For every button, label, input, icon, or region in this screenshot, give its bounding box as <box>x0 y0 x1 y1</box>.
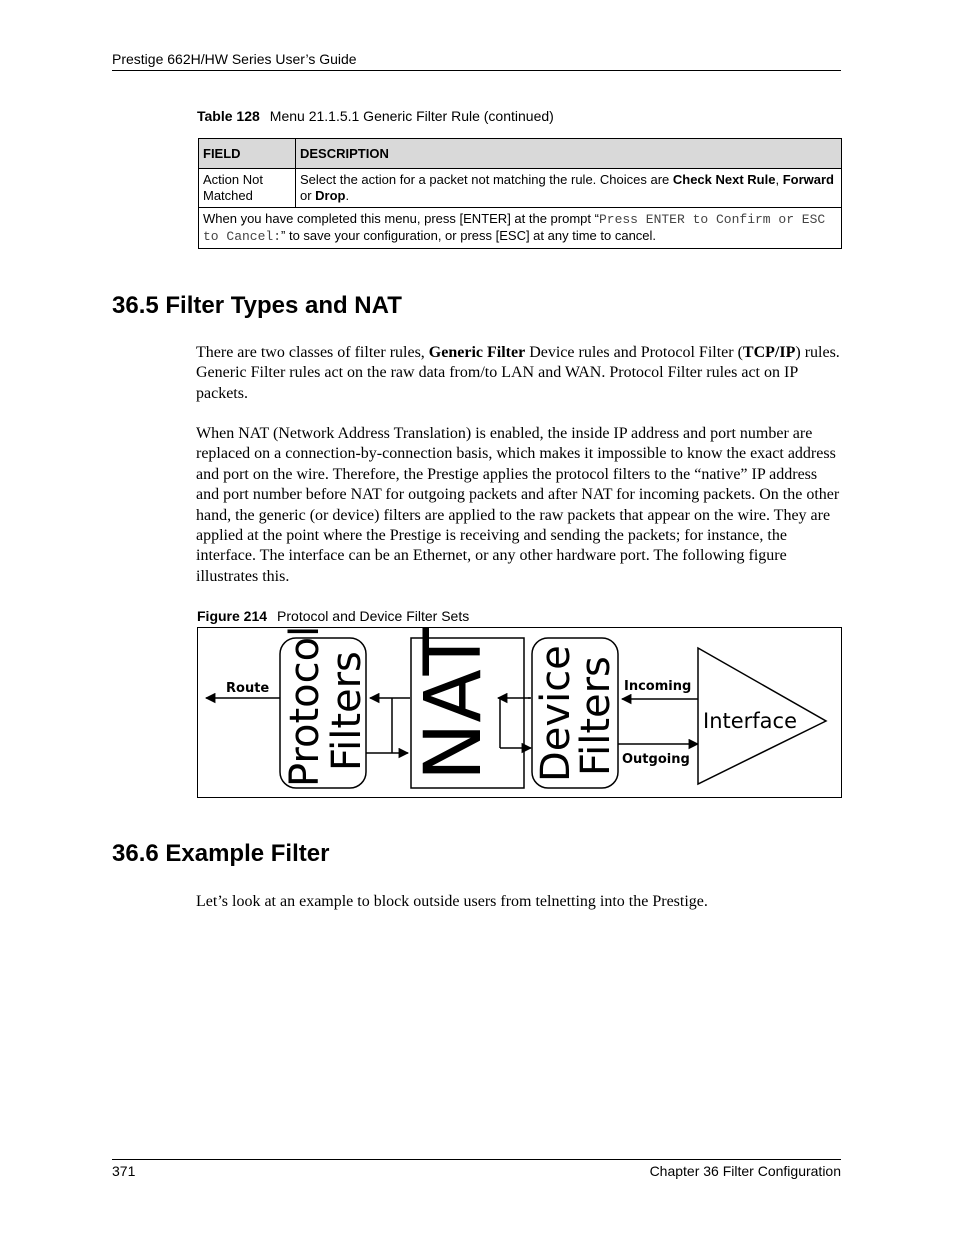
filter-sets-figure <box>197 627 842 798</box>
column-header-description: DESCRIPTION <box>296 139 842 169</box>
outgoing-label: Outgoing <box>622 752 690 767</box>
figure-title: Protocol and Device Filter Sets <box>277 608 470 624</box>
paragraph-nat-explanation: When NAT (Network Address Translation) is enabled, the inside IP address and port number are replaced on a connection-by-connection basis, which makes it impossible to know the exact address and port on the wire. Therefore, the Prestige applies the protocol filters to the “native” IP address and port number before NAT for outgoing packets and after NAT for incoming packets. On the other hand, the generic (or device) filters are applied to the raw packets that appear on the wire. They are applied at the point where the Prestige is receiving and sending the packets; for instance, the interface. The interface can be an Ethernet, or any other hardware port. The following figure illustrates this. <box>196 425 840 585</box>
filter-diagram <box>198 628 841 797</box>
guide-title: Prestige 662H/HW Series User’s Guide <box>112 51 357 67</box>
option-drop: Drop <box>315 188 346 203</box>
page-number: 371 <box>112 1163 136 1179</box>
interface-label: Interface <box>703 709 798 733</box>
table-label: Table 128 <box>197 108 260 124</box>
page-header <box>112 51 841 71</box>
column-header-field: FIELD <box>199 139 296 169</box>
figure-caption <box>197 608 469 624</box>
table-row <box>199 169 842 208</box>
route-label: Route <box>226 681 270 696</box>
filters-label-2: Filters <box>573 656 619 776</box>
table-title: Menu 21.1.5.1 Generic Filter Rule (continued) <box>269 108 554 124</box>
chapter-title: Chapter 36 Filter Configuration <box>649 1163 841 1179</box>
page-footer <box>112 1159 841 1179</box>
table-header-row <box>199 139 842 169</box>
section-heading-example-filter: 36.6 Example Filter <box>112 840 330 867</box>
filter-rule-table <box>198 138 842 249</box>
table-note-row <box>199 208 842 249</box>
option-check-next-rule: Check Next Rule <box>672 172 776 187</box>
note-cell: When you have completed this menu, press [ENTER] at the prompt “Press ENTER to Confirm or ESC to Cancel:” to save your configuration, or press [ESC] at any time to cancel. <box>199 208 842 249</box>
filters-label-1: Filters <box>324 651 370 771</box>
paragraph-example: Let’s look at an example to block outside users from telnetting into the Prestige. <box>196 893 708 910</box>
incoming-label: Incoming <box>624 679 692 694</box>
prompt-text: Press ENTER to Confirm or ESC to Cancel: <box>203 212 826 244</box>
paragraph-filter-classes: There are two classes of filter rules, Generic Filter Device rules and Protocol Filter (TCP/IP) rules. Generic Filter rules act on the raw data from/to LAN and WAN. Protocol Filter rules act on IP packets. <box>196 344 840 402</box>
nat-label: NAT <box>409 628 499 781</box>
figure-label: Figure 214 <box>197 608 268 624</box>
section-heading-filter-types: 36.5 Filter Types and NAT <box>112 292 402 319</box>
device-label: Device <box>533 645 579 782</box>
description-cell: Select the action for a packet not matching the rule. Choices are Check Next Rule, Forward or Drop. <box>296 169 842 208</box>
option-forward: Forward <box>782 172 834 187</box>
table-caption <box>197 108 554 124</box>
field-cell: Action Not Matched <box>199 169 296 208</box>
protocol-label: Protocol <box>282 628 328 787</box>
